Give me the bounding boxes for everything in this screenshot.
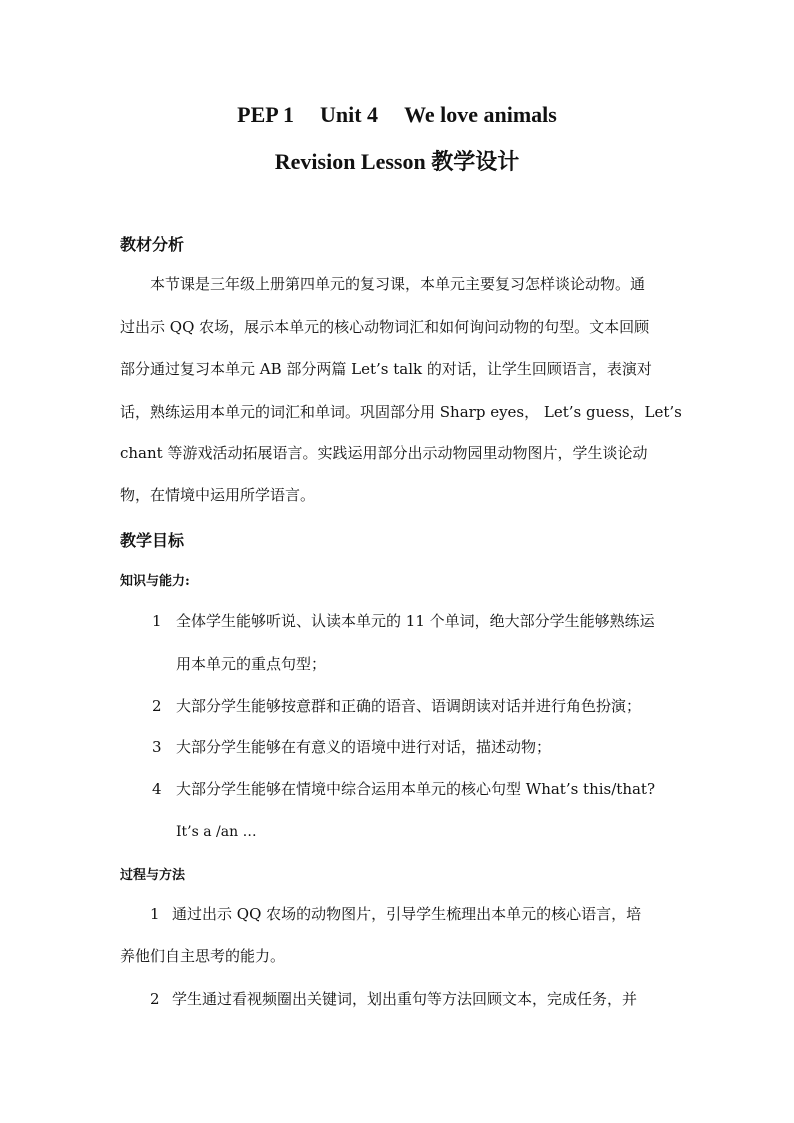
list-item-line: 养他们自主思考的能力。	[120, 947, 286, 965]
paragraph-line: chant 等游戏活动拓展语言。实践运用部分出示动物园里动物图片，学生谈论动	[120, 444, 648, 462]
title-topic: We love animals	[404, 102, 557, 127]
list-item-number: 2	[152, 697, 162, 715]
list-item-line: 学生通过看视频圈出关键词，划出重句等方法回顾文本，完成任务，并	[172, 990, 638, 1008]
list-item-number: 1	[152, 612, 162, 630]
list-item-line: 用本单元的重点句型；	[176, 655, 327, 673]
list-item-number: 1	[150, 905, 160, 923]
list-item-line: It’s a /an …	[176, 824, 257, 840]
document-subtitle: Revision Lesson 教学设计	[274, 149, 520, 174]
section-heading-teaching-goals: 教学目标	[120, 531, 185, 550]
title-unit: Unit 4	[320, 102, 379, 127]
title-book: PEP 1	[237, 102, 294, 127]
list-item-line: 通过出示 QQ 农场的动物图片，引导学生梳理出本单元的核心语言，培	[172, 905, 642, 923]
list-item-line: 大部分学生能够在情境中综合运用本单元的核心句型 What’s this/that?	[176, 780, 655, 798]
paragraph-line: 本节课是三年级上册第四单元的复习课，本单元主要复习怎样谈论动物。通	[150, 275, 646, 293]
paragraph-line: 部分通过复习本单元 AB 部分两篇 Let’s talk 的对话，让学生回顾语言，表演对	[120, 360, 652, 378]
list-item-number: 3	[152, 738, 162, 756]
paragraph-line: 话，熟练运用本单元的词汇和单词。巩固部分用 Sharp eyes， Let’s guess，Let’s	[120, 403, 682, 421]
list-item-line: 全体学生能够听说、认读本单元的 11 个单词，绝大部分学生能够熟练运	[176, 612, 655, 630]
list-item-number: 4	[152, 780, 162, 798]
document-title	[0, 102, 794, 128]
paragraph-line: 过出示 QQ 农场，展示本单元的核心动物词汇和如何询问动物的句型。文本回顾	[120, 318, 650, 336]
paragraph-line: 物，在情境中运用所学语言。	[120, 486, 316, 504]
subheading-knowledge-ability: 知识与能力:	[120, 574, 190, 589]
subheading-process-method: 过程与方法	[120, 868, 186, 883]
section-heading-material-analysis: 教材分析	[120, 235, 185, 254]
list-item-line: 大部分学生能够按意群和正确的语音、语调朗读对话并进行角色扮演；	[176, 697, 642, 715]
list-item-line: 大部分学生能够在有意义的语境中进行对话，描述动物；	[176, 738, 552, 756]
list-item-number: 2	[150, 990, 160, 1008]
